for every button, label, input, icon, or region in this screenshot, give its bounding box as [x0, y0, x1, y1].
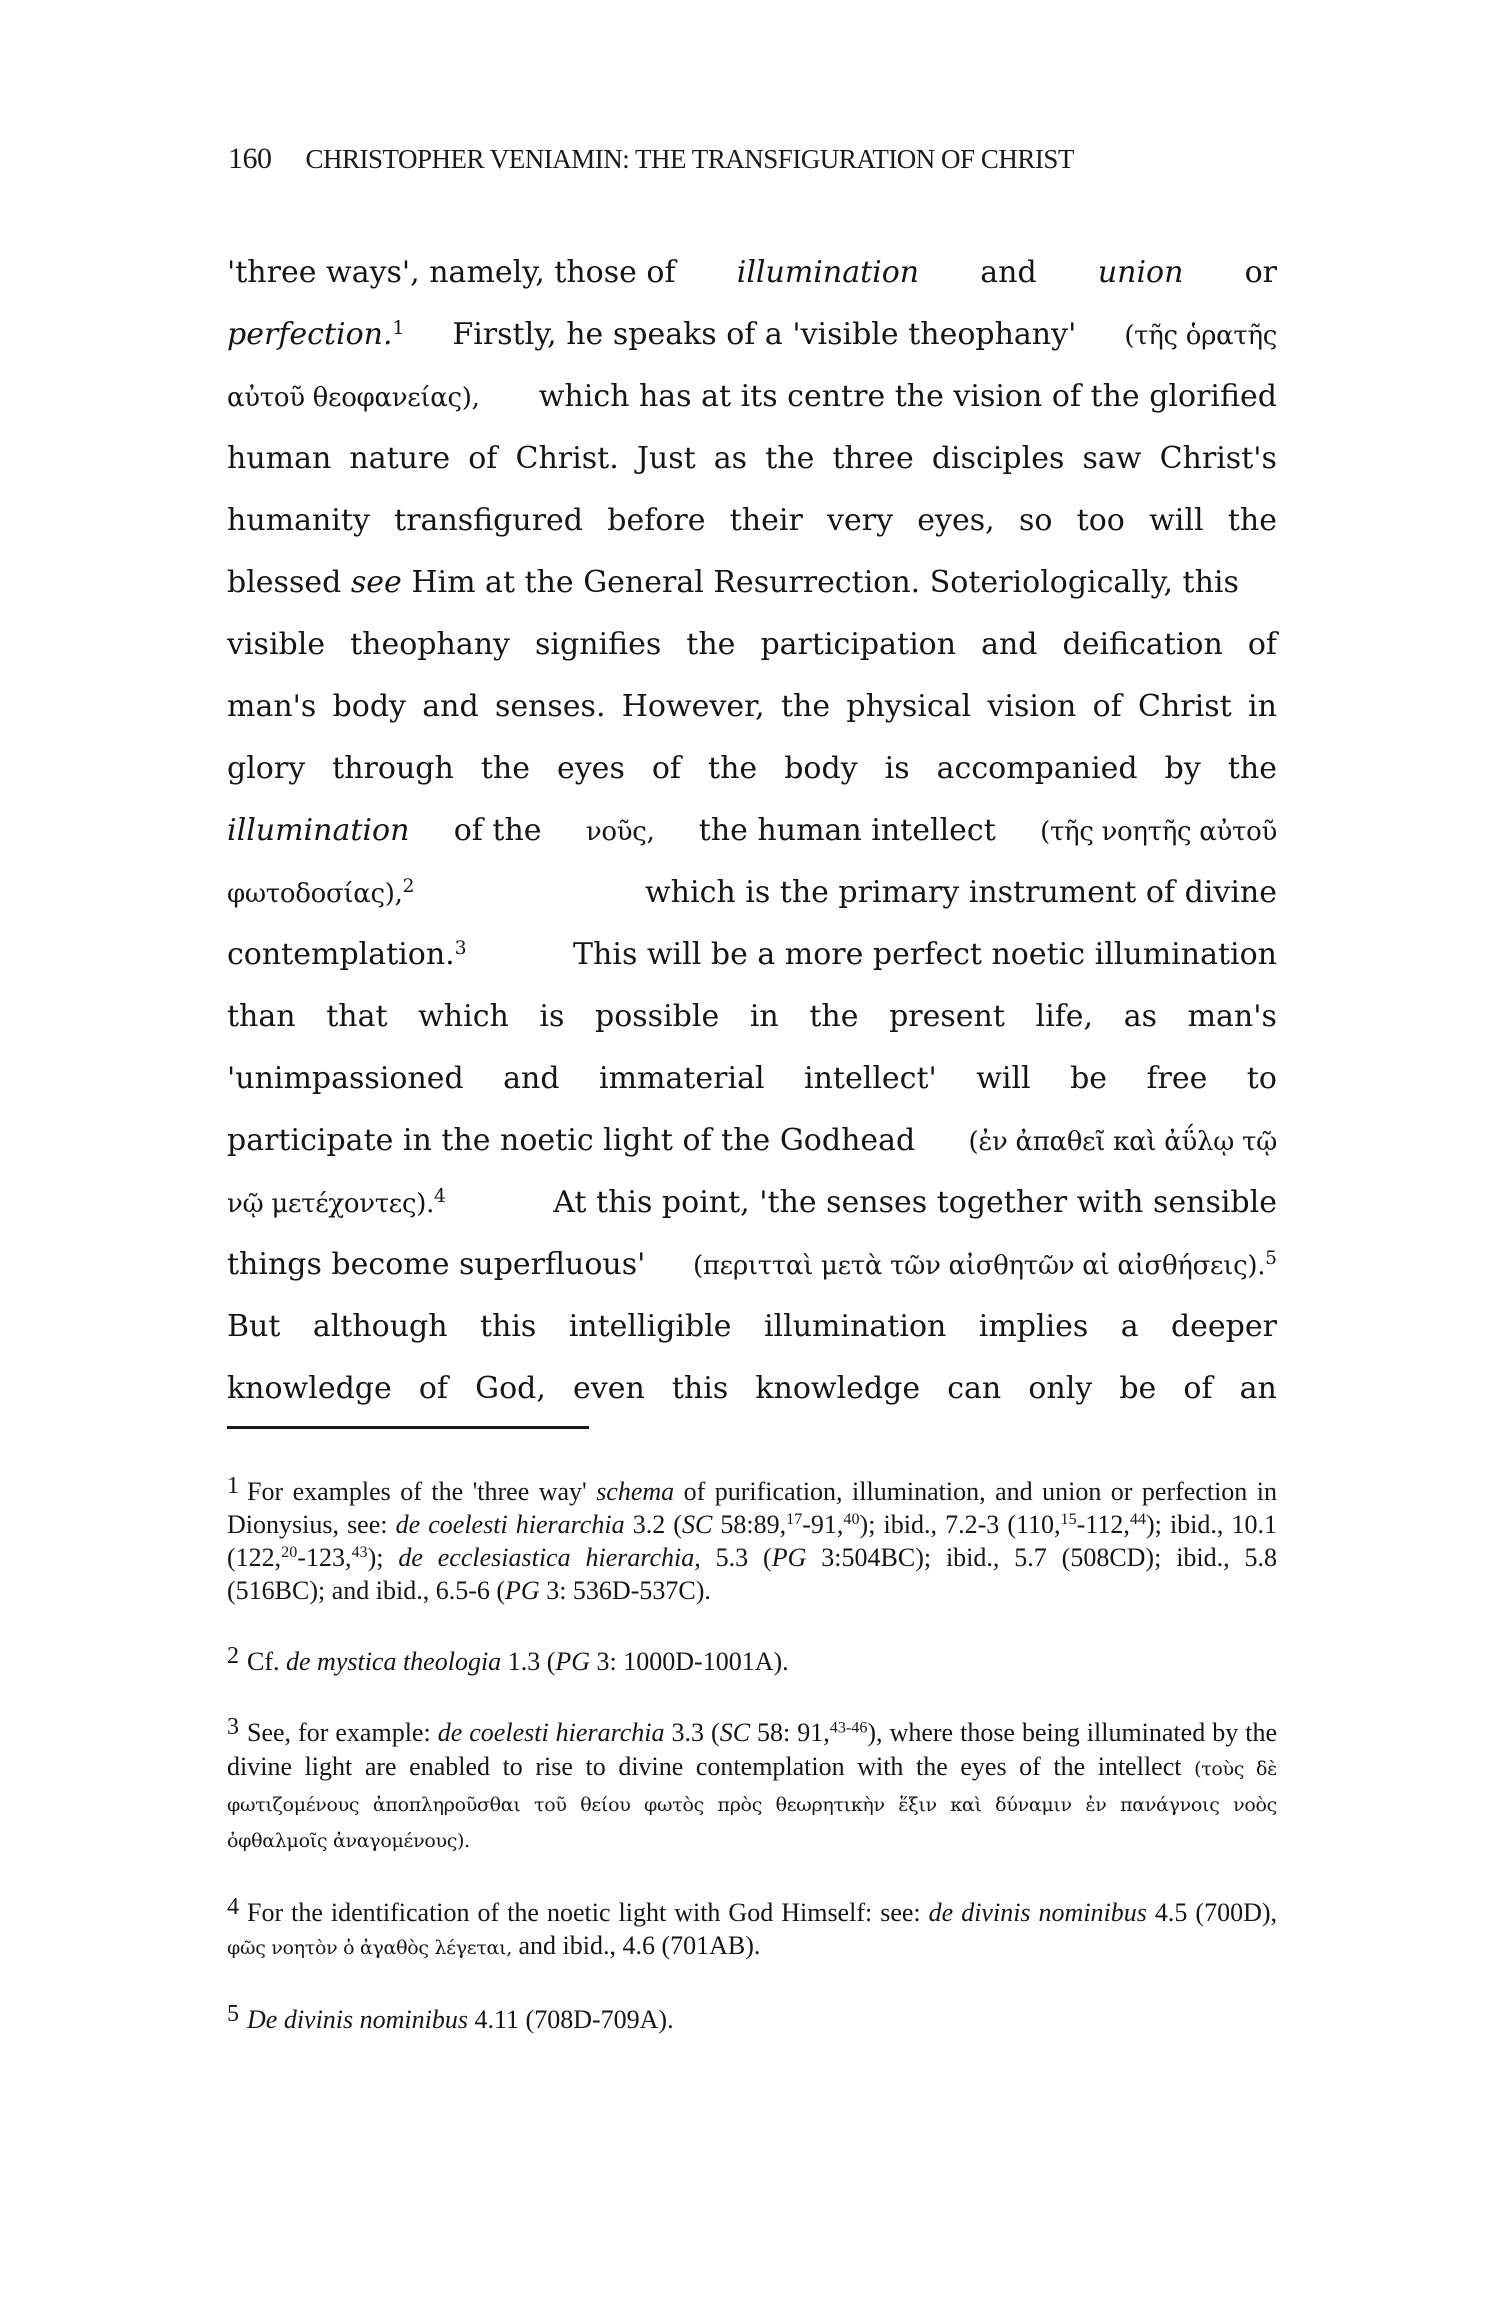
emphasis-perfection: perfection.: [227, 317, 393, 352]
text-line-9: [227, 738, 1277, 800]
fn-italic: de coelesti hierarchia: [437, 1718, 665, 1748]
word: the: [480, 751, 530, 786]
word: and: [422, 689, 479, 724]
fn-superscript: 20: [281, 1544, 298, 1562]
word: accompanied: [936, 751, 1138, 786]
word: is: [884, 751, 910, 786]
word: glory: [227, 751, 306, 786]
word: Christ: [1138, 689, 1232, 724]
text-run: [227, 490, 1277, 552]
word: of: [1183, 1371, 1213, 1406]
text-line-3: [227, 366, 1277, 428]
word: body: [784, 751, 858, 786]
fn-italic: SC: [719, 1718, 751, 1748]
word: and: [503, 1061, 560, 1096]
word: knowledge: [755, 1371, 921, 1406]
footnotes: [227, 1470, 1277, 2036]
fn-italic: schema: [596, 1477, 675, 1507]
greek-quote: (περιτταὶ μετὰ τῶν αἰσθητῶν αἱ αἰσθήσεις).: [693, 1251, 1266, 1281]
word: Christ.: [515, 441, 619, 476]
word: free: [1146, 1061, 1208, 1096]
fn-text: For the identification of the noetic light with God Himself: see:: [247, 1897, 921, 1927]
text-run: things become superfluous': [227, 1247, 646, 1282]
word: intelligible: [568, 1309, 732, 1344]
emphasis-illumination: illumination: [736, 255, 920, 290]
word: intellect': [804, 1061, 937, 1096]
footnote-gap: [227, 1607, 1277, 1640]
fn-text: and ibid., 4.6 (701AB).: [518, 1930, 761, 1960]
fn-italic: PG: [771, 1543, 807, 1573]
word: of: [1092, 689, 1122, 724]
text-run: Firstly, he speaks of a 'visible theophany': [452, 317, 1077, 352]
fn-text: ); ibid., 10.1 (122,: [227, 1510, 1277, 1573]
word: so: [1018, 503, 1053, 538]
fn-superscript: 43: [351, 1544, 368, 1562]
footnote-gap: [227, 1678, 1277, 1711]
text-run: [227, 552, 1239, 614]
word: as: [713, 441, 748, 476]
text-run: This will be a more perfect noetic illumination: [573, 937, 1277, 972]
fn-text: 3.2 (: [632, 1510, 682, 1540]
word: deification: [1062, 627, 1223, 662]
fn-greek-quote: (τοὺς δὲ φωτιζομένους ἀποπληροῦσθαι τοῦ θείου φωτὸς πρὸς θεωρητικὴν ἕξιν καὶ δύναμιν ἐν πανάγνοις νοὸς ὀφθαλμοῖς ἀναγομένους).: [227, 1757, 1277, 1852]
word: But: [227, 1309, 281, 1344]
fn-superscript: 43-46: [829, 1719, 868, 1737]
word: signifies: [535, 627, 662, 662]
text-run: [227, 614, 1277, 676]
fn-text: ); ibid., 7.2-3 (110,: [859, 1510, 1061, 1540]
word: although: [312, 1309, 448, 1344]
word: the: [1227, 503, 1277, 538]
word: in: [1247, 689, 1277, 724]
word: only: [1028, 1371, 1093, 1406]
text-run: which is the primary instrument of divine: [644, 875, 1277, 910]
text-line-18: [227, 1296, 1277, 1358]
greek-quote: (τῆς ὁρατῆς: [1124, 321, 1277, 351]
footnote-gap: [227, 1858, 1277, 1891]
greek-quote: φωτοδοσίας),: [227, 879, 403, 909]
word: Just: [636, 441, 696, 476]
fn-text: Cf.: [247, 1647, 280, 1677]
text-run: or: [1244, 255, 1277, 290]
text-run: 'three ways', namely, those of: [227, 255, 676, 290]
text-line-17: [227, 1234, 1277, 1296]
word: human: [227, 441, 332, 476]
fn-greek-quote: φῶς νοητὸν ὁ ἀγαθὸς λέγεται,: [227, 1936, 512, 1959]
fn-text: -91,: [802, 1510, 844, 1540]
text-run: Him at the General Resurrection. Soteriologically, this: [411, 565, 1239, 600]
text-run: [227, 738, 1277, 800]
footnote-ref-4[interactable]: 4: [434, 1185, 446, 1207]
word: a: [1120, 1309, 1139, 1344]
footnote-ref-3[interactable]: 3: [454, 937, 467, 959]
word: man's: [1187, 999, 1277, 1034]
emphasis-see: see: [350, 565, 402, 600]
fn-text: -112,: [1076, 1510, 1130, 1540]
text-run: [227, 1358, 1277, 1420]
main-paragraph: [227, 242, 1277, 1420]
word: of: [468, 441, 498, 476]
word: can: [947, 1371, 1002, 1406]
footnote-4: [227, 1891, 1277, 1965]
word: which: [418, 999, 509, 1034]
greek-quote: (ἐν ἀπαθεῖ καὶ ἀΰλῳ τῷ: [968, 1127, 1277, 1157]
fn-superscript: 15: [1060, 1511, 1077, 1529]
text-line-7: [227, 614, 1277, 676]
word: deeper: [1170, 1309, 1277, 1344]
word: the: [765, 441, 815, 476]
word: transfigured: [394, 503, 583, 538]
text-run: [227, 862, 414, 925]
word: an: [1239, 1371, 1277, 1406]
word: illumination: [763, 1309, 947, 1344]
text-run: contemplation.: [227, 937, 455, 972]
text-line-6: [227, 552, 1277, 614]
footnote-number: 1: [227, 1473, 239, 1499]
text-line-19: [227, 1358, 1277, 1420]
fn-italic: de divinis nominibus: [928, 1897, 1147, 1927]
word: possible: [595, 999, 720, 1034]
text-run: which has at its centre the vision of the glorified: [538, 379, 1277, 414]
fn-text: 58:89,: [720, 1510, 787, 1540]
fn-italic: de ecclesiastica hierarchia,: [398, 1543, 701, 1573]
word: participation: [760, 627, 957, 662]
word: of: [418, 1371, 449, 1406]
word: too: [1076, 503, 1125, 538]
word: is: [539, 999, 565, 1034]
text-line-12: [227, 924, 1277, 986]
word: senses.: [494, 689, 606, 724]
word: will: [1149, 503, 1204, 538]
footnote-3: [227, 1711, 1277, 1857]
word: the: [809, 999, 859, 1034]
fn-italic: De divinis nominibus: [247, 2004, 468, 2034]
word: very: [827, 503, 894, 538]
word: the: [1227, 751, 1277, 786]
word: this: [671, 1371, 729, 1406]
fn-italic: SC: [681, 1510, 713, 1540]
word: visible: [227, 627, 326, 662]
word: man's: [227, 689, 317, 724]
word: immaterial: [598, 1061, 765, 1096]
text-line-4: [227, 428, 1277, 490]
word: the: [780, 689, 831, 724]
word: nature: [349, 441, 451, 476]
fn-text: 1.3 (: [507, 1647, 556, 1677]
word: eyes,: [917, 503, 995, 538]
fn-superscript: 44: [1129, 1511, 1146, 1529]
text-line-2: [227, 304, 1277, 366]
word: be: [1119, 1371, 1157, 1406]
text-run: [227, 428, 1277, 490]
text-run: [227, 1296, 1277, 1358]
word: vision: [987, 689, 1077, 724]
word: saw: [1082, 441, 1142, 476]
word: even: [573, 1371, 645, 1406]
word: physical: [846, 689, 972, 724]
fn-text: 4.5 (700D),: [1154, 1897, 1278, 1927]
page-number: 160: [228, 142, 272, 175]
text-run: participate in the noetic light of the Godhead: [227, 1123, 916, 1158]
word: to: [1246, 1061, 1277, 1096]
word: life,: [1035, 999, 1094, 1034]
footnote-separator: [227, 1426, 589, 1429]
greek-word-nous: νοῦς,: [585, 817, 655, 847]
footnote-number: 4: [227, 1893, 239, 1920]
word: in: [749, 999, 779, 1034]
word: through: [332, 751, 454, 786]
text-run: [227, 986, 1277, 1048]
text-line-13: [227, 986, 1277, 1048]
greek-quote: (τῆς νοητῆς αὐτοῦ: [1040, 817, 1277, 847]
text-line-14: [227, 1048, 1277, 1110]
word: will: [976, 1061, 1031, 1096]
text-run: the human intellect: [698, 813, 996, 848]
footnote-number: 2: [227, 1643, 239, 1670]
word: by: [1164, 751, 1201, 786]
fn-text: 3: 1000D-1001A).: [596, 1647, 789, 1677]
text-line-11: [227, 862, 1277, 924]
fn-text: See, for example:: [247, 1718, 431, 1748]
word: However,: [621, 689, 765, 724]
footnote-ref-5[interactable]: 5: [1265, 1247, 1277, 1269]
fn-text: );: [367, 1543, 384, 1573]
fn-italic: PG: [505, 1576, 540, 1606]
text-line-16: [227, 1172, 1277, 1234]
fn-text: 3:504BC); ibid., 5.7 (508CD); ibid., 5.8 (516BC); and ibid., 6.5-6 (: [227, 1543, 1278, 1606]
greek-quote: νῷ μετέχοντες).: [227, 1189, 435, 1219]
word: God,: [475, 1371, 546, 1406]
word: be: [1070, 1061, 1108, 1096]
text-run: blessed: [227, 565, 342, 600]
text-run: [227, 1048, 1277, 1110]
footnote-ref-1[interactable]: 1: [392, 317, 405, 339]
word: before: [607, 503, 706, 538]
text-line-8: [227, 676, 1277, 738]
word: that: [326, 999, 388, 1034]
word: the: [686, 627, 736, 662]
text-line-5: [227, 490, 1277, 552]
fn-text: -123,: [297, 1543, 352, 1573]
text-line-15: [227, 1110, 1277, 1172]
word: eyes: [556, 751, 625, 786]
fn-italic: PG: [555, 1647, 591, 1677]
fn-italic: de coelesti hierarchia: [395, 1510, 625, 1540]
fn-text: 3: 536D-537C).: [546, 1576, 711, 1606]
word: this: [479, 1309, 537, 1344]
footnote-5: [227, 1998, 1277, 2036]
word: the: [708, 751, 758, 786]
word: and: [981, 627, 1038, 662]
fn-superscript: 17: [786, 1511, 803, 1529]
text-line-1: [227, 242, 1277, 304]
word: humanity: [227, 503, 370, 538]
word: as: [1123, 999, 1157, 1034]
emphasis-union: union: [1097, 255, 1184, 290]
footnote-gap: [227, 1965, 1277, 1998]
text-run: [227, 304, 404, 366]
word: body: [332, 689, 406, 724]
word: than: [227, 999, 296, 1034]
emphasis-illumination: illumination: [227, 813, 410, 848]
word: 'unimpassioned: [227, 1061, 464, 1096]
footnote-2: [227, 1640, 1277, 1678]
text-run: [227, 676, 1277, 738]
word: disciples: [931, 441, 1065, 476]
footnote-1: [227, 1470, 1277, 1607]
text-run: [227, 1172, 446, 1235]
fn-superscript: 40: [843, 1511, 860, 1529]
word: knowledge: [227, 1371, 392, 1406]
text-run: [693, 1234, 1277, 1297]
text-run: At this point, 'the senses together with sensible: [553, 1185, 1277, 1220]
word: Christ's: [1159, 441, 1277, 476]
greek-quote: αὐτοῦ θεοφανείας),: [227, 383, 480, 413]
word: implies: [978, 1309, 1089, 1344]
word: their: [729, 503, 803, 538]
footnote-ref-2[interactable]: 2: [402, 875, 415, 897]
fn-text: 3.3 (: [671, 1718, 720, 1748]
text-run: and: [980, 255, 1037, 290]
word: three: [832, 441, 914, 476]
word: of: [651, 751, 682, 786]
word: of: [1247, 627, 1277, 662]
text-run: of the: [453, 813, 542, 848]
fn-text: ), where those being illuminated by the divine light are enabled to rise to divine contemplation with the eyes of the intellect: [227, 1718, 1277, 1781]
running-head: [228, 142, 1278, 176]
fn-text: 58: 91,: [757, 1718, 830, 1748]
running-title: CHRISTOPHER VENIAMIN: THE TRANSFIGURATION OF CHRIST: [305, 144, 1074, 174]
fn-text: For examples of the 'three way': [247, 1477, 587, 1507]
word: theophany: [350, 627, 510, 662]
fn-text: 4.11 (708D-709A).: [474, 2004, 674, 2034]
fn-text: 5.3 (: [715, 1543, 772, 1573]
fn-text: of purification, illumination, and union or perfection in Dionysius, see:: [227, 1477, 1277, 1540]
text-run: [227, 924, 467, 986]
word: present: [889, 999, 1005, 1034]
footnote-number: 3: [227, 1714, 239, 1741]
text-line-10: [227, 800, 1277, 862]
footnote-number: 5: [227, 2000, 239, 2027]
fn-italic: de mystica theologia: [286, 1647, 502, 1677]
